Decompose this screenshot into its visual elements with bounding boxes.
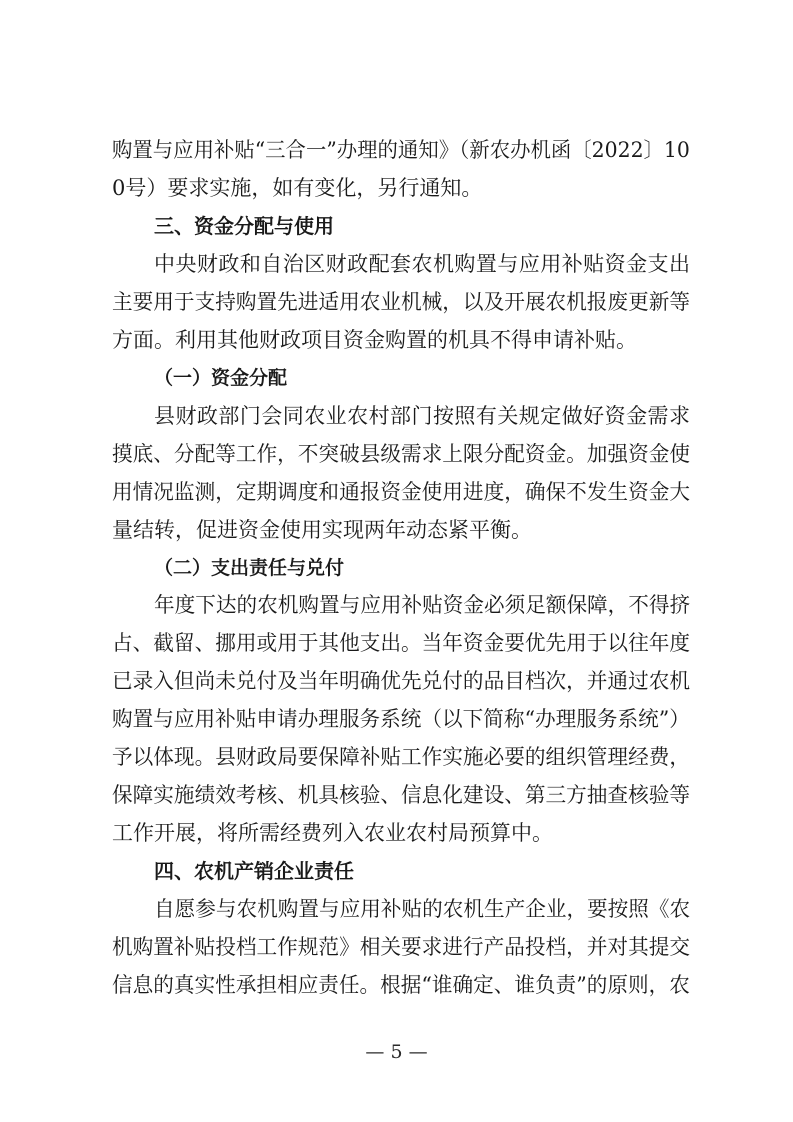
page-number: — 5 — — [365, 1041, 428, 1063]
subsection-heading: （二）支出责任与兑付 — [154, 556, 345, 579]
paragraph-line: 摸底、分配等工作，不突破县级需求上限分配资金。加强资金使 — [112, 441, 691, 466]
paragraph-line: 已录入但尚未兑付及当年明确优先兑付的品目档次，并通过农机 — [112, 669, 691, 694]
paragraph-line: 用情况监测，定期调度和通报资金使用进度，确保不发生资金大 — [112, 479, 691, 504]
paragraph-line: 予以体现。县财政局要保障补贴工作实施必要的组织管理经费， — [112, 745, 691, 770]
paragraph-line: 保障实施绩效考核、机具核验、信息化建设、第三方抽查核验等 — [112, 783, 691, 808]
paragraph-line: 购置与应用补贴申请办理服务系统（以下简称“办理服务系统”） — [112, 707, 690, 732]
paragraph-line: 主要用于支持购置先进适用农业机械，以及开展农机报废更新等 — [112, 289, 691, 314]
paragraph-line: 年度下达的农机购置与应用补贴资金必须足额保障，不得挤 — [154, 593, 691, 618]
paragraph-line: 自愿参与农机购置与应用补贴的农机生产企业，要按照《农 — [154, 897, 691, 922]
paragraph-line: 购置与应用补贴“三合一”办理的通知》（新农办机函〔2022〕10 — [112, 138, 690, 162]
paragraph-line: 机购置补贴投档工作规范》相关要求进行产品投档，并对其提交 — [112, 935, 691, 960]
section-heading: 三、资金分配与使用 — [154, 213, 334, 238]
paragraph-line: 县财政部门会同农业农村部门按照有关规定做好资金需求 — [154, 403, 690, 428]
paragraph-line: 量结转，促进资金使用实现两年动态紧平衡。 — [112, 517, 532, 542]
paragraph-line: 信息的真实性承担相应责任。根据“谁确定、谁负责”的原则，农 — [112, 973, 690, 997]
subsection-heading: （一）资金分配 — [154, 366, 288, 389]
paragraph-line: 占、截留、挪用或用于其他支出。当年资金要优先用于以往年度 — [112, 631, 691, 656]
paragraph-line: 0号）要求实施，如有变化，另行通知。 — [112, 175, 483, 200]
paragraph-line: 方面。利用其他财政项目资金购置的机具不得申请补贴。 — [112, 327, 637, 352]
paragraph-line: 工作开展，将所需经费列入农业农村局预算中。 — [112, 821, 553, 846]
section-heading: 四、农机产销企业责任 — [154, 859, 354, 884]
paragraph-line: 中央财政和自治区财政配套农机购置与应用补贴资金支出 — [154, 251, 690, 276]
